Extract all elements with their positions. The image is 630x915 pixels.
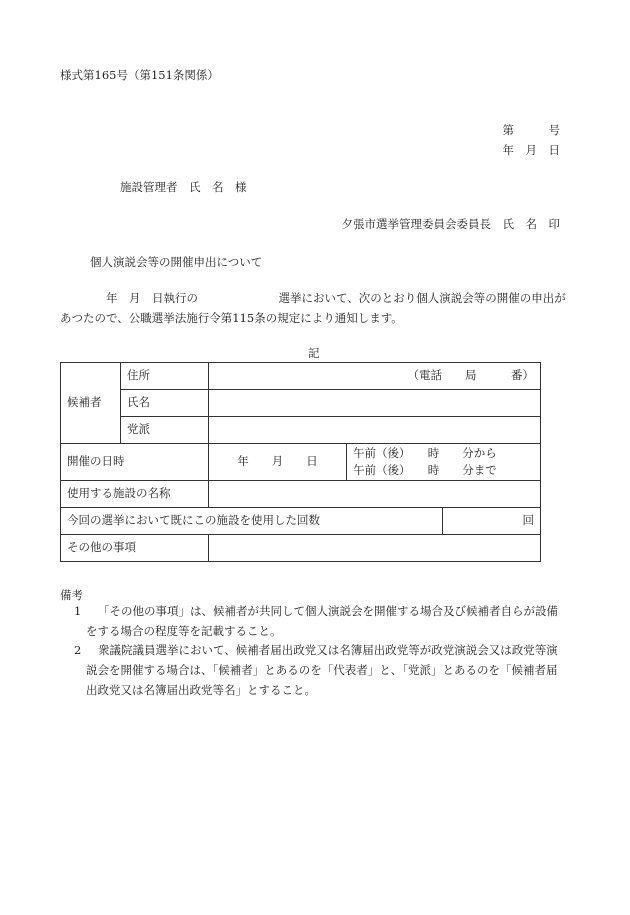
- note-number: 1: [74, 604, 82, 618]
- note-text: [86, 601, 560, 641]
- name-label: 氏名: [127, 395, 150, 410]
- count-unit: 回: [522, 513, 534, 528]
- table-row-party: [61, 417, 541, 444]
- previous-use-label: 今回の選挙において既にこの施設を使用した回数: [67, 513, 320, 528]
- note-line: をする場合の程度等を記載すること。: [86, 624, 282, 638]
- table-row-datetime: [61, 444, 541, 481]
- phone-text: （電話 局 番）: [407, 368, 534, 383]
- document-number: 第 号: [502, 123, 560, 137]
- previous-use-label-cell: [61, 508, 443, 535]
- note-text: [86, 640, 560, 700]
- note-number: 2: [74, 643, 82, 657]
- party-value-cell[interactable]: [209, 417, 541, 444]
- note-line: 説会を開催する場合は、「候補者」とあるのを「代表者」と、「党派」とあるのを「候補者届: [86, 663, 558, 677]
- address-label-cell: [121, 363, 209, 390]
- body-text-line-2: あつたので、公職選挙法施行令第115条の規定により通知します。: [60, 311, 403, 325]
- other-value-cell[interactable]: [209, 535, 541, 562]
- name-label-cell: [121, 390, 209, 417]
- previous-use-value-cell[interactable]: [443, 508, 541, 535]
- address-label: 住所: [127, 368, 150, 383]
- candidate-label-cell: [61, 363, 121, 444]
- time-from-text: 午前（後） 時 分から: [353, 446, 497, 460]
- facility-label-cell: [61, 481, 209, 508]
- facility-label: 使用する施設の名称: [67, 486, 171, 501]
- note-line: 出政党又は名簿届出政党等名」とすること。: [86, 683, 316, 697]
- party-label-cell: [121, 417, 209, 444]
- time-to-text: 午前（後） 時 分まで: [353, 463, 497, 477]
- candidate-label: 候補者: [67, 395, 102, 410]
- time-value-cell[interactable]: [347, 444, 541, 481]
- party-label: 党派: [127, 422, 150, 437]
- table-row-facility: [61, 481, 541, 508]
- facility-value-cell[interactable]: [209, 481, 541, 508]
- document-subject: 個人演説会等の開催申出について: [90, 255, 263, 269]
- note-item-1: [60, 601, 560, 641]
- table-row-address: [61, 363, 541, 390]
- datetime-label: 開催の日時: [67, 454, 125, 469]
- other-label-cell: [61, 535, 209, 562]
- sender-line: 夕張市選挙管理委員会委員長 氏 名 印: [341, 217, 560, 231]
- notification-form-table: [60, 362, 541, 562]
- recipient-line: 施設管理者 氏 名 様: [120, 180, 247, 194]
- note-item-2: [60, 640, 560, 700]
- table-row-name: [61, 390, 541, 417]
- form-number: 様式第165号（第151条関係）: [60, 68, 219, 82]
- note-line: 衆議院議員選挙において、候補者届出政党又は名簿届出政党等が政党演説会又は政党等演: [98, 643, 558, 657]
- datetime-label-cell: [61, 444, 209, 481]
- date-value-cell[interactable]: [209, 444, 347, 481]
- notes-title: 備考: [60, 588, 83, 602]
- body-text-line-1: 年 月 日執行の 選挙において、次のとおり個人演説会等の開催の申出が: [106, 291, 566, 305]
- document-date: 年 月 日: [502, 143, 560, 157]
- other-label: その他の事項: [67, 540, 136, 555]
- table-row-other: [61, 535, 541, 562]
- address-value-cell[interactable]: [209, 363, 541, 390]
- name-value-cell[interactable]: [209, 390, 541, 417]
- ki-heading: 記: [308, 346, 320, 360]
- table-row-previous-use: [61, 508, 541, 535]
- date-text: 年 月 日: [237, 454, 318, 469]
- note-line: 「その他の事項」は、候補者が共同して個人演説会を開催する場合及び候補者自らが設備: [98, 604, 558, 618]
